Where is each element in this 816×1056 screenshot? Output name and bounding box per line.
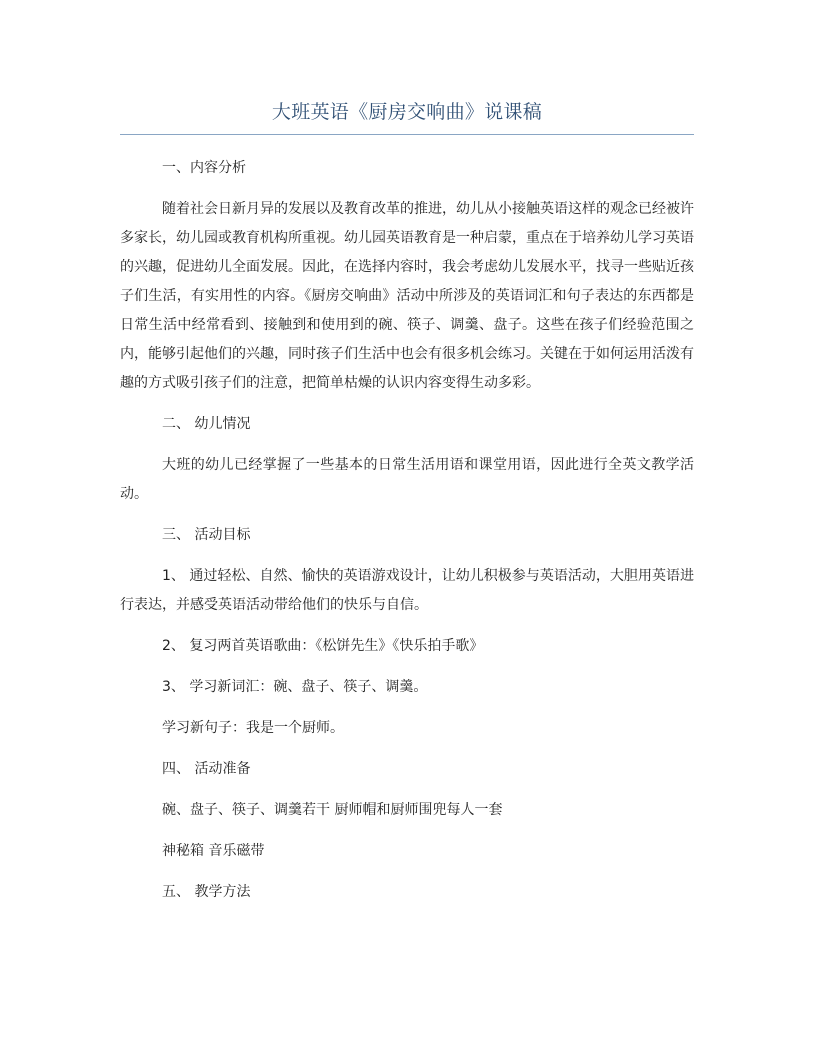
list-item-goal-2: 2、 复习两首英语歌曲：《松饼先生》《快乐拍手歌》	[162, 638, 484, 654]
paragraph-preparation-box: 神秘箱 音乐磁带	[162, 843, 265, 859]
section-heading-activity-goals: 三、 活动目标	[162, 527, 251, 543]
section-heading-teaching-method: 五、 教学方法	[162, 884, 251, 900]
list-item-new-sentence: 学习新句子：我是一个厨师。	[162, 720, 344, 736]
paragraph-content-analysis: 随着社会日新月异的发展以及教育改革的推进，幼儿从小接触英语这样的观念已经被许多家长，幼儿园或教育机构所重视。幼儿园英语教育是一种启蒙，重点在于培养幼儿学习英语的兴趣，促进幼儿全面发展。因此，在选择内容时，我会考虑幼儿发展水平，找寻一些贴近孩子们生活，有实用性的内容。《厨房交响曲》活动中所涉及的英语词汇和句子表达的东西都是日常生活中经常看到、接触到和使用到的碗、筷子、调羹、盘子。这些在孩子们经验范围之内，能够引起他们的兴趣，同时孩子们生活中也会有很多机会练习。关键在于如何运用活泼有趣的方式吸引孩子们的注意，把简单枯燥的认识内容变得生动多彩。	[120, 201, 694, 391]
section-heading-children-situation: 二、 幼儿情况	[162, 416, 251, 432]
paragraph-preparation-materials: 碗、盘子、筷子、调羹若干 厨师帽和厨师围兜每人一套	[162, 802, 503, 818]
document-title: 大班英语《厨房交响曲》说课稿	[271, 101, 543, 123]
paragraph-children-situation: 大班的幼儿已经掌握了一些基本的日常生活用语和课堂用语，因此进行全英文教学活动。	[120, 457, 694, 502]
list-item-goal-3: 3、 学习新词汇：碗、盘子、筷子、调羹。	[162, 679, 428, 695]
title-divider	[120, 134, 694, 135]
list-item-goal-1: 1、 通过轻松、自然、愉快的英语游戏设计，让幼儿积极参与英语活动，大胆用英语进行表达，并感受英语活动带给他们的快乐与自信。	[120, 568, 694, 613]
section-heading-activity-preparation: 四、 活动准备	[162, 761, 251, 777]
section-heading-content-analysis: 一、内容分析	[162, 160, 246, 176]
document-body	[120, 154, 694, 907]
